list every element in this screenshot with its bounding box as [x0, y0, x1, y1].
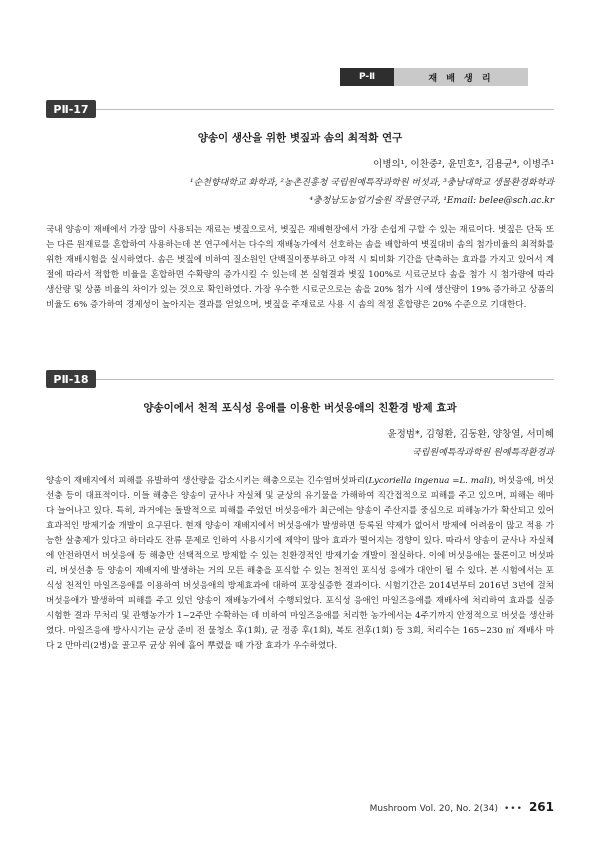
article1-affiliation-line1: ¹순천향대학교 화학과, ²농촌진흥청 국립원예특작과학원 버섯과, ³충남대학교 생물환경화학과: [189, 178, 554, 188]
article2-code: PⅡ-18: [46, 370, 96, 388]
article2-authors: 윤정범*, 김형환, 김동환, 양창열, 서미혜: [387, 429, 554, 440]
section-header: [340, 68, 528, 86]
abstract-text-a: 양송이 재배지에서 피해를 유발하여 생산량을 감소시키는 해충으로는 긴수염버섯파리(: [46, 476, 369, 486]
article1-affiliation-line2: ⁴충청남도농업기술원 작물연구과, ¹Email: belee@sch.ac.kr: [309, 196, 554, 206]
page-number: 261: [528, 800, 554, 814]
article1-authors: 이병의¹, 이찬중², 윤민호³, 김용균⁴, 이병주¹: [373, 159, 554, 170]
article1-rule: [46, 109, 554, 110]
article2-title: 양송이에서 천적 포식성 응애를 이용한 버섯응애의 친환경 방제 효과: [143, 402, 457, 414]
article1-abstract: 국내 양송이 재배에서 가장 많이 사용되는 재료는 볏짚으로서, 볏짚은 재배현장에서 가장 손쉽게 구할 수 있는 재료이다. 볏짚은 단독 또는 다른 원재료를 혼합하여 사용하는데 본 연구에서는 다수의 재배농가에서 선호하는 솜을 배합하여 볏짚대비 솜의 첨가비율의 최적화를 위한 재배시험을 실시하였다. 솜은 볏짚에 비하여 질소원인 단백질이풍부하고 야적 시 퇴비화 기간을 단축하는 효과를 가지고 있어서 계절에 따라서 적합한 비율을 혼합하면 수확량의 증가시킬 수 있는데 본 실험결과 볏짚 100%로 시료군보다 솜을 첨가 시 첨가량에 따라 생산량 및 상품 비율의 차이가 있는 것으로 확인하였다. 가장 우수한 시료군으로는 솜을 20% 첨가 시에 생산량이 19% 증가하고 상품의 비율도 6% 증가하여 경제성이 높아지는 결과를 얻었으며, 볏짚을 주재료로 사용 시 솜의 적정 혼합량은 20% 수준으로 기대한다.: [46, 225, 554, 310]
footer-dots: •••: [504, 804, 523, 814]
section-code: P-Ⅱ: [340, 68, 394, 86]
article2-rule: [46, 379, 554, 380]
section-name: 재 배 생 리: [394, 68, 528, 86]
journal-citation: Mushroom Vol. 20, No. 2(34): [369, 804, 498, 814]
article2-affiliation: 국립원예특작과학원 원예특작환경과: [412, 448, 554, 458]
abstract-text-c: ), 버섯응애, 버섯선충 등이 대표적이다. 이들 해충은 양송이 균사나 자실체 및 균상의 유기물을 가해하여 직간접적으로 피해를 주고 있으며, 피해는 해마다 늘어나고 있다. 특히, 과거에는 돌발적으로 피해를 주었던 버섯응애가 최근에는 양송이 주산지를 중심으로 피해농가가 확산되고 있어 효과적인 방제기술 개발이 요구된다. 현재 양송이 재배지에서 버섯응애가 발생하면 등록된 약제가 없어서 방제에 어려움이 많고 적용 가능한 살충제가 있다고 하더라도 잔류 문제로 인하여 사용시기에 제약이 많아 효과가 떨어지는 경향이 있다. 따라서 양송이 균사나 자실체에 안전하면서 버섯응애 등 해충만 선택적으로 방제할 수 있는 친환경적인 방제기술 개발이 절실하다. 이에 버섯응애는 물론이고 버섯파리, 버섯선충 등 양송이 재배지에 발생하는 거의 모든 해충을 포식할 수 있는 천적인 포식성 응애가 대안이 될 수 있다. 본 시험에서는 포식성 천적인 마일즈응애를 이용하여 버섯응애의 방제효과에 대하여 포장실증한 결과이다. 시험기간은 2014년부터 2016년 3년에 걸쳐 버섯응애가 발생하여 피해를 주고 있던 양송이 재배농가에서 수행되었다. 포식성 응애인 마일즈응애를 재배사에 처리하여 효과를 실증 시험한 결과 무처리 및 관행농가가 1~2주만 수확하는 데 비하여 마일즈응애를 처리한 농가에서는 4주기까지 안정적으로 버섯을 생산하였다. 마일즈응애 방사시기는 균상 준비 전 물청소 후(1회), 균 정종 후(1회), 복토 전후(1회) 등 3회, 처리수는 165~230 ㎡ 재배사 마다 2 만마리(2병)을 골고루 균상 위에 흘어 뿌렸을 때 가장 효과가 우수하였다.: [46, 476, 554, 651]
article1-code: PⅡ-17: [46, 100, 96, 118]
species-name: Lycoriella ingenua =L. mali: [368, 476, 490, 486]
page-footer: [370, 800, 554, 814]
article2-abstract: [46, 474, 554, 654]
article1-title: 양송이 생산을 위한 볏짚과 솜의 최적화 연구: [197, 132, 403, 144]
